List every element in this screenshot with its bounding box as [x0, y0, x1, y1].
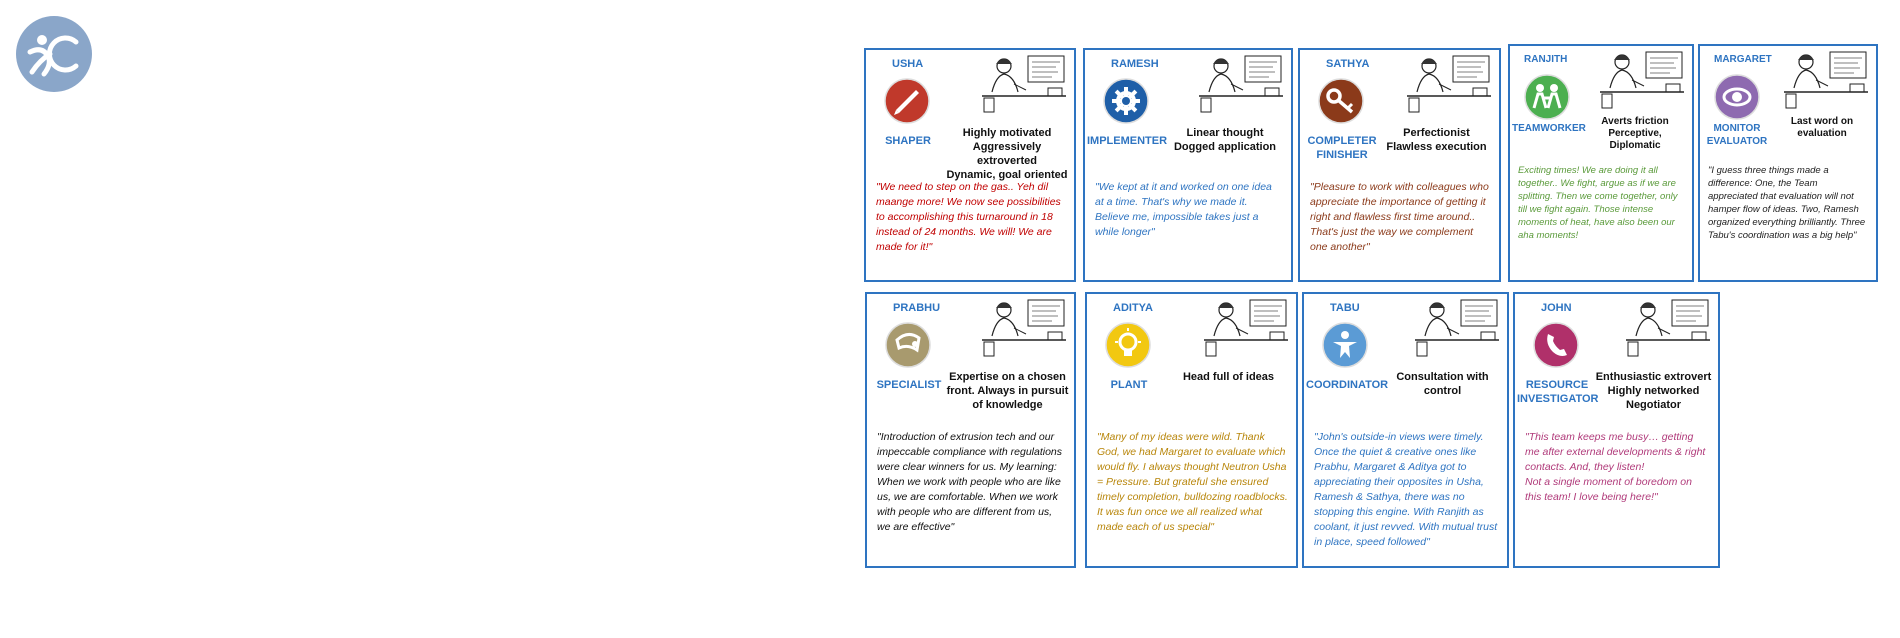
belbin-role-label: PLANT	[1110, 379, 1148, 391]
horn-icon	[885, 322, 931, 368]
member-quote: "Introduction of extrusion tech and our impeccable compliance with regulations were clear winners for us. My learning: When we work with people who are like us, we are comfortable. When we work with people who are different from us, we are effective"	[877, 431, 1063, 533]
role-card-usha	[864, 48, 1076, 282]
people-icon	[1524, 74, 1570, 120]
office-sketch-illustration	[1195, 52, 1285, 119]
lightbulb-icon	[1105, 322, 1151, 368]
member-quote: "This team keeps me busy… getting me after external developments & right contacts. And, they listen! Not a single moment of boredom on this team! I love being here!"	[1525, 431, 1706, 503]
belbin-role-label: TEAMWORKER	[1512, 123, 1586, 134]
office-sketch-illustration	[1403, 52, 1493, 119]
office-sketch-illustration	[1780, 48, 1870, 115]
role-traits: Last word on evaluation	[1790, 116, 1854, 139]
role-traits: Consultation with control	[1396, 371, 1489, 397]
member-name: TABU	[1330, 302, 1360, 314]
role-card-ramesh	[1083, 48, 1293, 282]
member-name: PRABHU	[893, 302, 941, 314]
role-traits: Expertise on a chosen front. Always in pursuit of knowledge	[946, 371, 1069, 411]
member-name: ADITYA	[1113, 302, 1153, 314]
role-card-prabhu	[865, 292, 1076, 568]
member-quote: "John's outside-in views were timely. Once the quiet & creative ones like Prabhu, Margaret & Aditya got to appreciating their opposites in Usha, Ramesh & Sathya, there was no stopping this engine. With Ranjith as coolant, it just revved. With mutual trust in place, speed followed"	[1314, 431, 1498, 548]
office-sketch-illustration	[1200, 296, 1290, 363]
office-sketch-illustration	[978, 52, 1068, 119]
member-name: MARGARET	[1714, 54, 1772, 65]
team-circle-logo-icon	[16, 16, 92, 92]
member-quote: "Many of my ideas were wild. Thank God, we had Margaret to evaluate which would fly. I always thought Neutron Usha = Pressure. But grateful she ensured timely completion, bulldozing roadblocks. It was fun once we all realized what made each of us special"	[1097, 431, 1288, 533]
role-traits: Enthusiastic extrovert Highly networked Negotiator	[1595, 371, 1712, 411]
key-icon	[1318, 78, 1364, 124]
eye-icon	[1714, 74, 1760, 120]
role-card-aditya	[1085, 292, 1298, 568]
member-name: RAMESH	[1111, 58, 1159, 70]
role-card-tabu	[1302, 292, 1509, 568]
role-traits: Highly motivated Aggressively extroverted Dynamic, goal oriented	[946, 127, 1068, 181]
role-traits: Linear thought Dogged application	[1173, 127, 1277, 153]
belbin-role-label: MONITOR EVALUATOR	[1706, 123, 1768, 147]
member-name: JOHN	[1541, 302, 1572, 314]
office-sketch-illustration	[1596, 48, 1686, 115]
office-sketch-illustration	[978, 296, 1068, 363]
office-sketch-illustration	[1622, 296, 1712, 363]
pen-icon	[884, 78, 930, 124]
role-traits: Perfectionist Flawless execution	[1386, 127, 1487, 153]
role-card-sathya	[1298, 48, 1501, 282]
role-card-ranjith	[1508, 44, 1694, 282]
member-name: RANJITH	[1524, 54, 1568, 65]
member-quote: "We need to step on the gas.. Yeh dil maange more! We now see possibilities to accomplishing this turnaround in 18 instead of 24 months. We will! We are made for it!"	[876, 181, 1061, 253]
role-traits: Averts friction Perceptive, Diplomatic	[1601, 116, 1669, 151]
role-traits: Head full of ideas	[1182, 371, 1275, 383]
belbin-role-label: SPECIALIST	[876, 379, 942, 391]
member-quote: "I guess three things made a difference: One, the Team appreciated that evaluation will not hamper flow of ideas. Two, Ramesh organized everything brilliantly. Three Tabu's coordination was a big help"	[1708, 165, 1866, 241]
belbin-role-label: SHAPER	[885, 135, 931, 147]
office-sketch-illustration	[1411, 296, 1501, 363]
member-name: USHA	[892, 58, 924, 70]
member-quote: Exciting times! We are doing it all together.. We fight, argue as if we are splitting. Then we come together, only till we fight again. Those intense moments of heat, have also been our aha moments!	[1518, 165, 1678, 241]
role-card-john	[1513, 292, 1720, 568]
member-quote: "We kept at it and worked on one idea at a time. That's why we made it. Believe me, impossible takes just a while longer"	[1095, 181, 1272, 238]
role-card-margaret	[1698, 44, 1878, 282]
person-icon	[1322, 322, 1368, 368]
belbin-role-label: IMPLEMENTER	[1087, 135, 1168, 147]
member-quote: "Pleasure to work with colleagues who appreciate the importance of getting it right and flawless first time around.. That's just the way we complement one another"	[1310, 181, 1489, 253]
belbin-role-label: RESOURCE INVESTIGATOR	[1517, 379, 1599, 405]
member-name: SATHYA	[1326, 58, 1370, 70]
phone-icon	[1533, 322, 1579, 368]
belbin-role-label: COORDINATOR	[1306, 379, 1389, 391]
belbin-role-label: COMPLETER FINISHER	[1307, 135, 1377, 161]
gear-icon	[1103, 78, 1149, 124]
